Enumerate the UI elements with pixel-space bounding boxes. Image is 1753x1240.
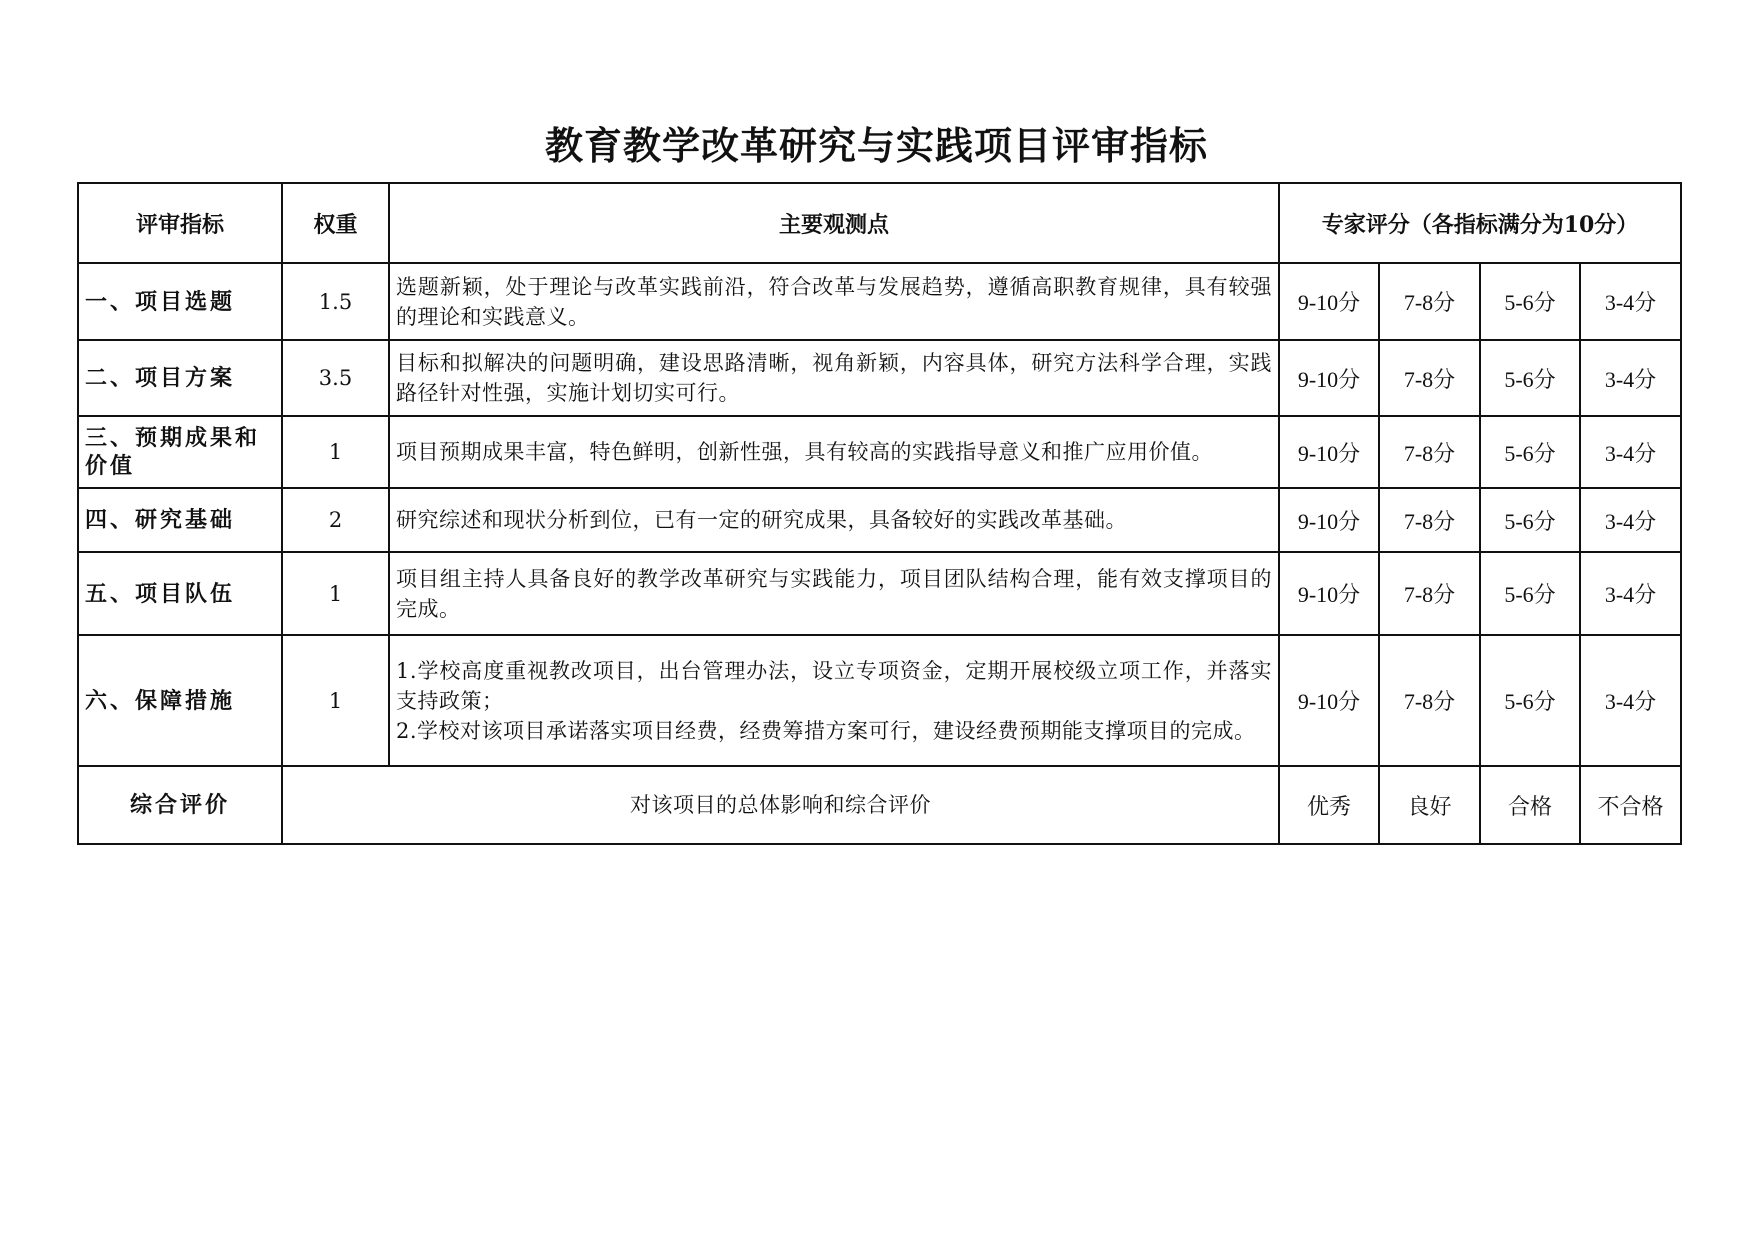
- indicator-weight: 1: [282, 552, 389, 635]
- indicator-weight: 1: [282, 635, 389, 766]
- summary-description: 对该项目的总体影响和综合评价: [282, 766, 1279, 844]
- header-weight: 权重: [282, 183, 389, 263]
- table-row: [78, 488, 1681, 552]
- table-row: [78, 340, 1681, 416]
- indicator-description: [389, 488, 1279, 552]
- score-band-3: 5-6分: [1480, 340, 1580, 416]
- indicator-name: 三、预期成果和价值: [78, 416, 282, 488]
- score-band-1: 9-10分: [1279, 488, 1379, 552]
- score-band-4: 3-4分: [1580, 340, 1681, 416]
- description-line: 项目组主持人具备良好的教学改革研究与实践能力，项目团队结构合理，能有效支撑项目的完成。: [396, 566, 1272, 621]
- indicator-name: 一、项目选题: [78, 263, 282, 340]
- description-line: 目标和拟解决的问题明确，建设思路清晰，视角新颖，内容具体，研究方法科学合理，实践路径针对性强，实施计划切实可行。: [396, 351, 1272, 405]
- score-band-4: 3-4分: [1580, 635, 1681, 766]
- indicator-description: [389, 416, 1279, 488]
- score-band-1: 9-10分: [1279, 552, 1379, 635]
- score-band-1: 9-10分: [1279, 263, 1379, 340]
- indicator-description: [389, 552, 1279, 635]
- score-band-4: 3-4分: [1580, 263, 1681, 340]
- indicator-name: 四、研究基础: [78, 488, 282, 552]
- table-row: [78, 416, 1681, 488]
- table-row: [78, 552, 1681, 635]
- description-line: 1.学校高度重视教改项目，出台管理办法，设立专项资金，定期开展校级立项工作，并落实支持政策；: [396, 658, 1272, 713]
- description-line: 研究综述和现状分析到位，已有一定的研究成果，具备较好的实践改革基础。: [396, 508, 1127, 532]
- header-expert-score: 专家评分（各指标满分为10分）: [1279, 183, 1681, 263]
- indicator-name: 六、保障措施: [78, 635, 282, 766]
- summary-row: [78, 766, 1681, 844]
- grade-fail: 不合格: [1580, 766, 1681, 844]
- score-band-4: 3-4分: [1580, 488, 1681, 552]
- grade-pass: 合格: [1480, 766, 1580, 844]
- description-line: 选题新颖，处于理论与改革实践前沿，符合改革与发展趋势，遵循高职教育规律，具有较强的理论和实践意义。: [396, 274, 1272, 329]
- score-band-4: 3-4分: [1580, 416, 1681, 488]
- score-band-3: 5-6分: [1480, 416, 1580, 488]
- table-row: [78, 635, 1681, 766]
- description-line: 2.学校对该项目承诺落实项目经费，经费筹措方案可行，建设经费预期能支撑项目的完成。: [396, 718, 1256, 743]
- indicator-weight: 3.5: [282, 340, 389, 416]
- indicator-weight: 1: [282, 416, 389, 488]
- evaluation-criteria-table: [77, 182, 1682, 845]
- score-band-3: 5-6分: [1480, 488, 1580, 552]
- score-band-2: 7-8分: [1379, 263, 1480, 340]
- score-band-1: 9-10分: [1279, 635, 1379, 766]
- table-header-row: [78, 183, 1681, 263]
- header-observation: 主要观测点: [389, 183, 1279, 263]
- score-band-2: 7-8分: [1379, 635, 1480, 766]
- score-band-3: 5-6分: [1480, 635, 1580, 766]
- indicator-name: 二、项目方案: [78, 340, 282, 416]
- indicator-weight: 1.5: [282, 263, 389, 340]
- indicator-description: [389, 340, 1279, 416]
- indicator-description: [389, 263, 1279, 340]
- table-row: [78, 263, 1681, 340]
- score-band-2: 7-8分: [1379, 552, 1480, 635]
- document-title: 教育教学改革研究与实践项目评审指标: [544, 123, 1208, 168]
- summary-name: 综合评价: [78, 766, 282, 844]
- score-band-1: 9-10分: [1279, 340, 1379, 416]
- description-line: 项目预期成果丰富，特色鲜明，创新性强，具有较高的实践指导意义和推广应用价值。: [396, 440, 1213, 464]
- indicator-description: [389, 635, 1279, 766]
- header-indicator: 评审指标: [78, 183, 282, 263]
- score-band-3: 5-6分: [1480, 552, 1580, 635]
- score-band-3: 5-6分: [1480, 263, 1580, 340]
- score-band-1: 9-10分: [1279, 416, 1379, 488]
- score-band-2: 7-8分: [1379, 488, 1480, 552]
- grade-excellent: 优秀: [1279, 766, 1379, 844]
- indicator-weight: 2: [282, 488, 389, 552]
- score-band-4: 3-4分: [1580, 552, 1681, 635]
- indicator-name: 五、项目队伍: [78, 552, 282, 635]
- score-band-2: 7-8分: [1379, 340, 1480, 416]
- score-band-2: 7-8分: [1379, 416, 1480, 488]
- grade-good: 良好: [1379, 766, 1480, 844]
